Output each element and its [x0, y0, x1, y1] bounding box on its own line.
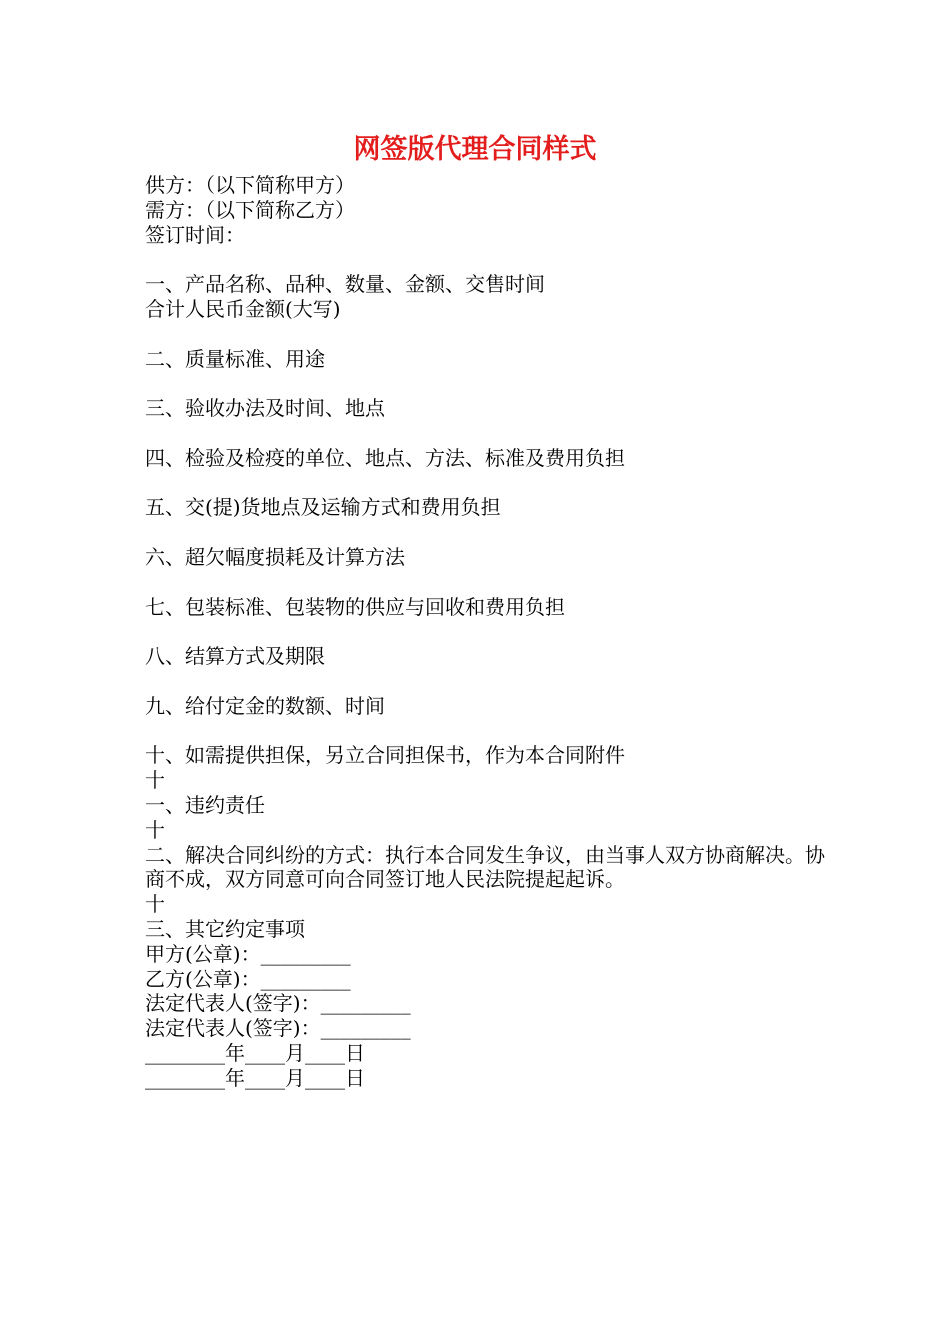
clause-12-prefix: 十: [145, 817, 165, 842]
clause-2: 二、质量标准、用途: [145, 346, 325, 371]
clause-6: 六、超欠幅度损耗及计算方法: [145, 544, 405, 569]
party-a-seal-field: 甲方(公章)：_________: [145, 941, 351, 966]
party-b-seal-field: 乙方(公章)：_________: [145, 966, 351, 991]
contract-body: [145, 173, 825, 1090]
representative-a-field: 法定代表人(签字)：_________: [145, 991, 411, 1016]
date-a-field: ________年____月____日: [145, 1040, 365, 1065]
clause-1: 一、产品名称、品种、数量、金额、交售时间: [145, 272, 545, 297]
clause-7: 七、包装标准、包装物的供应与回收和费用负担: [145, 594, 565, 619]
document-title: 网签版代理合同样式: [353, 134, 597, 165]
spacer: [145, 471, 825, 496]
date-b-field: ________年____月____日: [145, 1065, 365, 1090]
clause-8: 八、结算方式及期限: [145, 644, 325, 669]
representative-b-field: 法定代表人(签字)：_________: [145, 1016, 411, 1041]
buyer-line: 需方：（以下简称乙方）: [145, 197, 355, 222]
spacer: [145, 520, 825, 545]
clause-4: 四、检验及检疫的单位、地点、方法、标准及费用负担: [145, 445, 625, 470]
clause-10: 十、如需提供担保，另立合同担保书，作为本合同附件: [145, 743, 625, 768]
spacer: [145, 322, 825, 347]
clause-9: 九、给付定金的数额、时间: [145, 693, 385, 718]
spacer: [145, 247, 825, 272]
supplier-line: 供方：（以下简称甲方）: [145, 173, 355, 197]
spacer: [145, 371, 825, 396]
clause-5: 五、交(提)货地点及运输方式和费用负担: [145, 495, 501, 520]
spacer: [145, 719, 825, 744]
clause-11: 一、违约责任: [145, 792, 265, 817]
clause-12: 二、解决合同纠纷的方式：执行本合同发生争议，由当事人双方协商解决。协商不成，双方同意可向合同签订地人民法院提起起诉。: [145, 842, 825, 892]
spacer: [145, 669, 825, 694]
spacer: [145, 421, 825, 446]
spacer: [145, 570, 825, 595]
clause-13-prefix: 十: [145, 892, 165, 917]
spacer: [145, 619, 825, 644]
clause-11-prefix: 十: [145, 768, 165, 793]
sign-time-line: 签订时间：: [145, 222, 245, 247]
clause-13: 三、其它约定事项: [145, 916, 305, 941]
clause-3: 三、验收办法及时间、地点: [145, 396, 385, 421]
clause-1-total: 合计人民币金额(大写): [145, 296, 341, 321]
